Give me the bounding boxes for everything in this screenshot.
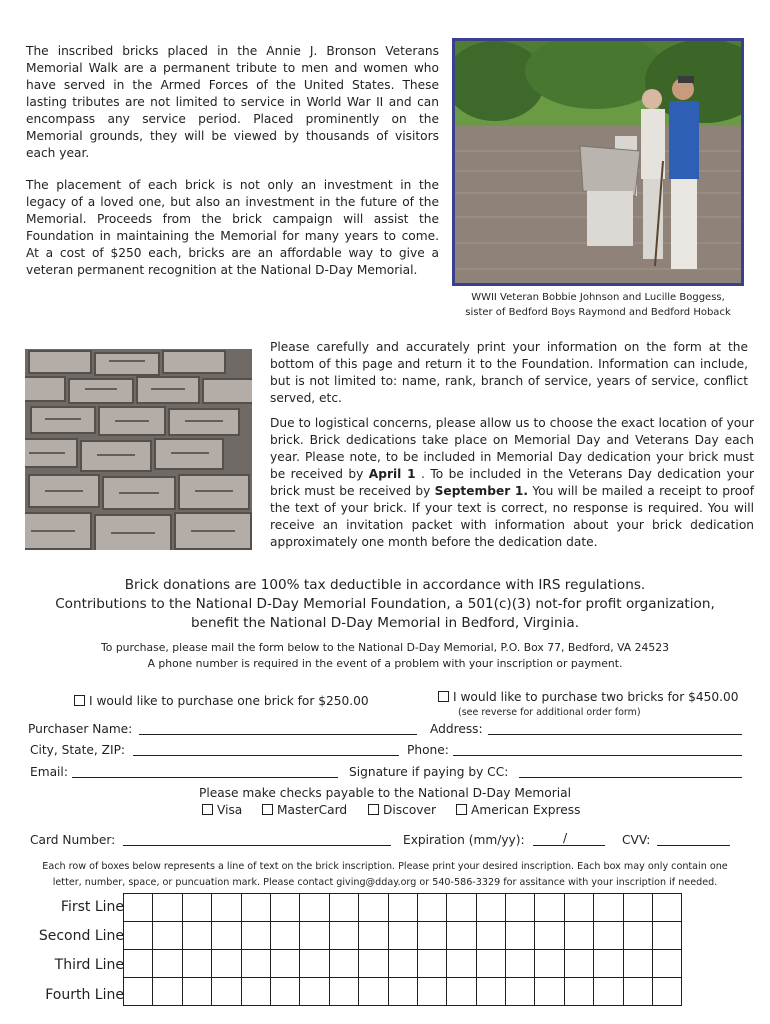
inscription-row bbox=[124, 978, 682, 1006]
inscription-box[interactable] bbox=[270, 922, 299, 950]
inscription-box[interactable] bbox=[447, 978, 476, 1006]
email-label: Email: bbox=[30, 765, 68, 779]
inscription-box[interactable] bbox=[124, 950, 153, 978]
inscription-row bbox=[124, 922, 682, 950]
inscription-box[interactable] bbox=[388, 894, 417, 922]
visa-checkbox[interactable] bbox=[202, 804, 213, 815]
card-visa[interactable] bbox=[202, 803, 242, 817]
tax-line-3: benefit the National D-Day Memorial in Bedford, Virginia. bbox=[190, 615, 580, 631]
inscription-box[interactable] bbox=[506, 894, 535, 922]
inscription-box[interactable] bbox=[594, 950, 623, 978]
visa-label: Visa bbox=[217, 803, 243, 817]
inscription-box[interactable] bbox=[182, 922, 211, 950]
inscription-box[interactable] bbox=[241, 950, 270, 978]
discover-label: Discover bbox=[383, 803, 436, 817]
inscription-box[interactable] bbox=[212, 950, 241, 978]
option-two-bricks[interactable] bbox=[438, 690, 739, 704]
email-field[interactable] bbox=[72, 777, 338, 778]
inscription-box[interactable] bbox=[623, 894, 652, 922]
inscription-row bbox=[124, 950, 682, 978]
mailing-line-2: A phone number is required in the event of a problem with your inscription or payment. bbox=[147, 657, 623, 670]
inscription-box[interactable] bbox=[535, 922, 564, 950]
inscription-box[interactable] bbox=[594, 978, 623, 1006]
inscription-box[interactable] bbox=[476, 950, 505, 978]
card-discover[interactable] bbox=[368, 803, 436, 817]
inscription-note-line-2: letter, number, space, or puncuation mark. Please contact giving@dday.org or 540-586-3329 for assitance with your inscription if needed. bbox=[52, 877, 718, 888]
tax-line-2: Contributions to the National D-Day Memorial Foundation, a 501(c)(3) not-for profit organization, bbox=[55, 596, 715, 612]
inscription-box[interactable] bbox=[329, 950, 358, 978]
instructions-paragraph-1: Please carefully and accurately print your information on the form at the bottom of this page and return it to the Foundation. Information can include, but is not limited to: name, rank, branch of service, years of service, conflict served, etc. bbox=[270, 340, 748, 405]
inscription-box[interactable] bbox=[153, 922, 182, 950]
option-two-checkbox[interactable] bbox=[438, 691, 449, 702]
inscription-box[interactable] bbox=[329, 978, 358, 1006]
expiration-slash: / bbox=[563, 831, 568, 845]
instructions-text-a: Due to logistical concerns, please allow us to choose the exact location of your brick. Brick dedications take place on Memorial Day and Veterans Day each year. Please note, to be included in Memorial Day dedication your brick must be received by bbox=[270, 416, 754, 481]
city-state-zip-field[interactable] bbox=[133, 755, 399, 756]
inscription-box[interactable] bbox=[241, 894, 270, 922]
inscription-box[interactable] bbox=[506, 978, 535, 1006]
card-american-express[interactable] bbox=[456, 803, 580, 817]
photo-caption bbox=[452, 290, 744, 320]
inscription-box[interactable] bbox=[300, 978, 329, 1006]
inscription-box[interactable] bbox=[124, 922, 153, 950]
inscription-box[interactable] bbox=[417, 894, 446, 922]
city-state-zip-label: City, State, ZIP: bbox=[30, 743, 126, 757]
inscription-box[interactable] bbox=[623, 950, 652, 978]
tax-line-1: Brick donations are 100% tax deductible in accordance with IRS regulations. bbox=[124, 577, 646, 593]
inscription-box[interactable] bbox=[270, 950, 299, 978]
inscription-box[interactable] bbox=[564, 978, 593, 1006]
veterans-photo bbox=[452, 38, 744, 286]
inscription-box[interactable] bbox=[388, 922, 417, 950]
inscription-box[interactable] bbox=[124, 978, 153, 1006]
cvv-field[interactable] bbox=[657, 845, 730, 846]
photo-caption-line-2: sister of Bedford Boys Raymond and Bedford Hoback bbox=[465, 307, 731, 318]
phone-label: Phone: bbox=[407, 743, 449, 757]
inscription-box[interactable] bbox=[535, 978, 564, 1006]
checks-payable-note: Please make checks payable to the National D-Day Memorial bbox=[198, 786, 571, 800]
inscription-box[interactable] bbox=[476, 922, 505, 950]
option-one-brick[interactable] bbox=[74, 694, 369, 708]
inscription-box[interactable] bbox=[564, 894, 593, 922]
tax-statement bbox=[0, 576, 770, 633]
intro-paragraph-2: The placement of each brick is not only an investment in the legacy of a loved one, but also an investment in the future of the Memorial. Proceeds from the brick campaign will assist the Foundation in maintaining the Memorial for many years to come. At a cost of $250 each, bricks are an affordable way to give a veteran permanent recognition at the National D-Day Memorial. bbox=[26, 178, 439, 277]
inscription-instructions bbox=[0, 859, 770, 891]
inscription-box[interactable] bbox=[447, 922, 476, 950]
purchaser-name-label: Purchaser Name: bbox=[28, 722, 133, 736]
phone-field[interactable] bbox=[453, 755, 742, 756]
inscription-box[interactable] bbox=[535, 950, 564, 978]
inscription-box[interactable] bbox=[564, 950, 593, 978]
inscription-box[interactable] bbox=[388, 978, 417, 1006]
mailing-line-1: To purchase, please mail the form below to the National D-Day Memorial, P.O. Box 77, Bedford, VA 24523 bbox=[101, 641, 669, 654]
inscription-box[interactable] bbox=[359, 922, 388, 950]
inscription-box[interactable] bbox=[153, 894, 182, 922]
inscription-box[interactable] bbox=[153, 978, 182, 1006]
instructions-paragraph-2 bbox=[270, 415, 754, 551]
card-number-field[interactable] bbox=[123, 845, 391, 846]
instructions-text-c: You will be mailed a receipt to proof the text of your brick. If your text is correct, no response is required. You will receive an invitation packet with information about your brick dedication approximately one month before the dedication date. bbox=[270, 484, 754, 549]
inscription-box[interactable] bbox=[212, 978, 241, 1006]
inscription-box[interactable] bbox=[270, 978, 299, 1006]
inscription-box[interactable] bbox=[388, 950, 417, 978]
inscription-box[interactable] bbox=[182, 950, 211, 978]
inscription-box[interactable] bbox=[182, 894, 211, 922]
inscription-box[interactable] bbox=[417, 950, 446, 978]
inscription-box[interactable] bbox=[270, 894, 299, 922]
row-label-third: Third Line bbox=[54, 957, 124, 973]
inscription-box[interactable] bbox=[594, 922, 623, 950]
cvv-label: CVV: bbox=[622, 833, 651, 847]
inscription-box[interactable] bbox=[653, 894, 682, 922]
inscription-box[interactable] bbox=[535, 894, 564, 922]
signature-label: Signature if paying by CC: bbox=[349, 765, 509, 779]
option-one-checkbox[interactable] bbox=[74, 695, 85, 706]
mastercard-checkbox[interactable] bbox=[262, 804, 273, 815]
inscription-box[interactable] bbox=[623, 978, 652, 1006]
inscription-grid bbox=[123, 893, 682, 1006]
discover-checkbox[interactable] bbox=[368, 804, 379, 815]
inscription-box[interactable] bbox=[300, 922, 329, 950]
row-label-second: Second Line bbox=[38, 928, 124, 944]
instructions-text-b: . To be included in the Veterans Day dedication your brick must be received by bbox=[270, 467, 754, 498]
row-label-first: First Line bbox=[60, 899, 124, 915]
memorial-day-deadline: April 1 bbox=[368, 467, 416, 481]
inscription-box[interactable] bbox=[653, 978, 682, 1006]
inscription-box[interactable] bbox=[300, 894, 329, 922]
inscription-box[interactable] bbox=[212, 894, 241, 922]
inscription-box[interactable] bbox=[564, 922, 593, 950]
bricks-photo-illustration bbox=[25, 349, 252, 550]
inscription-box[interactable] bbox=[476, 978, 505, 1006]
inscription-box[interactable] bbox=[241, 922, 270, 950]
inscription-box[interactable] bbox=[124, 894, 153, 922]
inscription-box[interactable] bbox=[153, 950, 182, 978]
inscription-box[interactable] bbox=[417, 978, 446, 1006]
card-number-label: Card Number: bbox=[30, 833, 116, 847]
inscription-box[interactable] bbox=[359, 978, 388, 1006]
option-one-label: I would like to purchase one brick for $250.00 bbox=[89, 694, 369, 708]
mastercard-label: MasterCard bbox=[277, 803, 348, 817]
option-two-label: I would like to purchase two bricks for $450.00 bbox=[453, 690, 739, 704]
signature-field[interactable] bbox=[519, 777, 742, 778]
american-express-label: American Express bbox=[471, 803, 581, 817]
photo-caption-line-1: WWII Veteran Bobbie Johnson and Lucille Boggess, bbox=[471, 292, 725, 303]
inscription-box[interactable] bbox=[417, 922, 446, 950]
veterans-day-deadline: September 1. bbox=[434, 484, 529, 498]
inscription-box[interactable] bbox=[476, 894, 505, 922]
inscription-box[interactable] bbox=[329, 922, 358, 950]
inscription-box[interactable] bbox=[506, 922, 535, 950]
inscription-box[interactable] bbox=[300, 950, 329, 978]
inscription-box[interactable] bbox=[447, 894, 476, 922]
inscription-box[interactable] bbox=[623, 922, 652, 950]
option-two-note: (see reverse for additional order form) bbox=[458, 707, 641, 718]
inscription-box[interactable] bbox=[212, 922, 241, 950]
inscription-box[interactable] bbox=[182, 978, 211, 1006]
inscription-box[interactable] bbox=[594, 894, 623, 922]
american-express-checkbox[interactable] bbox=[456, 804, 467, 815]
intro-paragraph-1: The inscribed bricks placed in the Annie J. Bronson Veterans Memorial Walk are a permanent tribute to men and women who have served in the Armed Forces of the United States. These lasting tributes are not limited to service in World War II and can encompass any service period. Placed prominently on the Memorial grounds, they will be viewed by thousands of visitors each year. bbox=[26, 44, 439, 160]
address-label: Address: bbox=[430, 722, 483, 736]
expiration-label: Expiration (mm/yy): bbox=[403, 833, 525, 847]
inscription-box[interactable] bbox=[506, 950, 535, 978]
card-mastercard[interactable] bbox=[262, 803, 347, 817]
inscription-box[interactable] bbox=[447, 950, 476, 978]
address-field[interactable] bbox=[488, 734, 742, 735]
veterans-photo-illustration bbox=[455, 41, 741, 283]
inscription-box[interactable] bbox=[359, 894, 388, 922]
row-label-fourth: Fourth Line bbox=[45, 987, 124, 1003]
expiration-field[interactable] bbox=[533, 845, 605, 846]
purchaser-name-field[interactable] bbox=[139, 734, 417, 735]
mailing-info bbox=[0, 640, 770, 672]
bricks-photo bbox=[25, 349, 252, 550]
inscription-box[interactable] bbox=[653, 922, 682, 950]
inscription-box[interactable] bbox=[241, 978, 270, 1006]
inscription-row bbox=[124, 894, 682, 922]
inscription-box[interactable] bbox=[329, 894, 358, 922]
inscription-note-line-1: Each row of boxes below represents a line of text on the brick inscription. Please print your desired inscription. Each box may only contain one bbox=[42, 861, 728, 872]
inscription-box[interactable] bbox=[653, 950, 682, 978]
inscription-box[interactable] bbox=[359, 950, 388, 978]
